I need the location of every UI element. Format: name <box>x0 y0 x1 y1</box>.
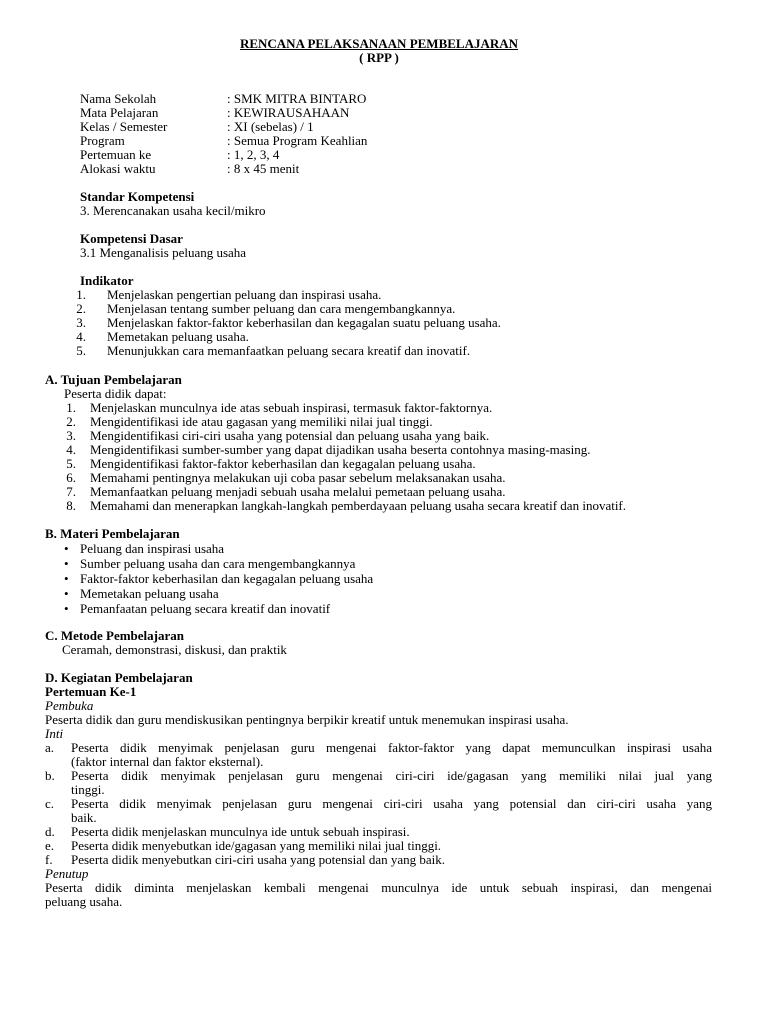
item-text: Memahami pentingnya melakukan uji coba pasar sebelum melaksanakan usaha. <box>90 470 506 485</box>
item-number: 3. <box>76 315 86 330</box>
item-text: Menjelasan tentang sumber peluang dan cara mengembangkannya. <box>107 301 456 316</box>
item-text-line1: Peserta didik menjelaskan munculnya ide untuk sebuah inspirasi. <box>71 824 410 839</box>
item-text: Memahami dan menerapkan langkah-langkah pemberdayaan peluang usaha secara kreatif dan inovatif. <box>90 498 627 513</box>
pembuka-label: Pembuka <box>45 698 94 713</box>
tujuan-intro: Peserta didik dapat: <box>64 386 167 401</box>
item-number: 1. <box>76 287 86 302</box>
info-value: : KEWIRAUSAHAAN <box>227 105 350 120</box>
bullet-icon: • <box>64 601 69 616</box>
item-number: 7. <box>66 484 76 499</box>
materi-heading: B. Materi Pembelajaran <box>45 526 180 541</box>
identity-info <box>80 92 367 176</box>
info-row <box>80 162 367 176</box>
penutup-label: Penutup <box>45 866 89 881</box>
item-text: Mengidentifikasi sumber-sumber yang dapat dijadikan usaha beserta contohnya masing-masing. <box>90 442 591 457</box>
info-row <box>80 120 367 134</box>
item-letter: b. <box>45 768 55 783</box>
item-text-line1: Peserta didik menyimak penjelasan guru mengenai faktor-faktor yang dapat memunculkan inspirasi usaha <box>71 740 712 755</box>
item-text: Peluang dan inspirasi usaha <box>80 541 225 556</box>
item-letter: a. <box>45 740 55 755</box>
item-letter: d. <box>45 824 55 839</box>
dasar-heading: Kompetensi Dasar <box>80 231 183 246</box>
penutup-text-line1: Peserta didik diminta menjelaskan kembali mengenai munculnya ide untuk sebuah inspirasi, dan mengenai <box>45 880 712 895</box>
item-text: Pemanfaatan peluang secara kreatif dan inovatif <box>80 601 331 616</box>
info-label: Mata Pelajaran <box>80 105 159 120</box>
item-text: Mengidentifikasi ciri-ciri usaha yang potensial dan peluang usaha yang baik. <box>90 428 490 443</box>
item-text: Memanfaatkan peluang menjadi sebuah usaha melalui pemetaan peluang usaha. <box>90 484 506 499</box>
standar-heading: Standar Kompetensi <box>80 189 195 204</box>
item-number: 8. <box>66 498 76 513</box>
item-letter: f. <box>45 852 53 867</box>
item-text-line2: (faktor internal dan faktor eksternal). <box>71 754 264 769</box>
item-number: 2. <box>66 414 76 429</box>
item-text: Menjelaskan pengertian peluang dan inspirasi usaha. <box>107 287 382 302</box>
item-text: Menjelaskan faktor-faktor keberhasilan dan kegagalan suatu peluang usaha. <box>107 315 501 330</box>
item-text-line1: Peserta didik menyimak penjelasan guru mengenai ciri-ciri ide/gagasan yang memiliki nilai jual yang <box>71 768 712 783</box>
item-text: Mengidentifikasi ide atau gagasan yang memiliki nilai jual tinggi. <box>90 414 433 429</box>
tujuan-heading: A. Tujuan Pembelajaran <box>45 372 182 387</box>
document-title: RENCANA PELAKSANAAN PEMBELAJARAN <box>239 36 519 51</box>
item-number: 6. <box>66 470 76 485</box>
metode-heading: C. Metode Pembelajaran <box>45 628 184 643</box>
bullet-icon: • <box>64 541 69 556</box>
item-number: 5. <box>66 456 76 471</box>
info-row <box>80 92 367 106</box>
standar-text: 3. Merencanakan usaha kecil/mikro <box>80 203 266 218</box>
item-text-line1: Peserta didik menyebutkan ciri-ciri usaha yang potensial dan yang baik. <box>71 852 445 867</box>
item-text: Sumber peluang usaha dan cara mengembangkannya <box>80 556 356 571</box>
item-number: 2. <box>76 301 86 316</box>
item-number: 5. <box>76 343 86 358</box>
kegiatan-heading: D. Kegiatan Pembelajaran <box>45 670 193 685</box>
item-letter: e. <box>45 838 55 853</box>
info-value: : 8 x 45 menit <box>227 161 300 176</box>
item-text: Faktor-faktor keberhasilan dan kegagalan peluang usaha <box>80 571 374 586</box>
info-label: Kelas / Semester <box>80 119 168 134</box>
info-row <box>80 148 367 162</box>
info-label: Alokasi waktu <box>80 161 156 176</box>
item-number: 4. <box>66 442 76 457</box>
info-label: Pertemuan ke <box>80 147 152 162</box>
inti-label: Inti <box>45 726 64 741</box>
dasar-text: 3.1 Menganalisis peluang usaha <box>80 245 247 260</box>
info-value: : Semua Program Keahlian <box>227 133 368 148</box>
metode-text: Ceramah, demonstrasi, diskusi, dan praktik <box>62 642 287 657</box>
info-value: : XI (sebelas) / 1 <box>227 119 314 134</box>
item-text: Memetakan peluang usaha. <box>107 329 249 344</box>
info-value: : 1, 2, 3, 4 <box>227 147 280 162</box>
item-letter: c. <box>45 796 55 811</box>
item-text-line1: Peserta didik menyimak penjelasan guru mengenai ciri-ciri usaha yang potensial dan ciri-ciri usaha yang <box>71 796 712 811</box>
item-number: 4. <box>76 329 86 344</box>
info-value: : SMK MITRA BINTARO <box>227 91 367 106</box>
bullet-icon: • <box>64 556 69 571</box>
item-text-line2: baik. <box>71 810 97 825</box>
item-text-line2: tinggi. <box>71 782 105 797</box>
indikator-heading: Indikator <box>80 273 134 288</box>
item-number: 1. <box>66 400 76 415</box>
item-number: 3. <box>66 428 76 443</box>
item-text: Mengidentifikasi faktor-faktor keberhasilan dan kegagalan peluang usaha. <box>90 456 476 471</box>
penutup-text-line2: peluang usaha. <box>45 894 123 909</box>
pertemuan-heading: Pertemuan Ke-1 <box>45 684 137 699</box>
pembuka-text: Peserta didik dan guru mendiskusikan pentingnya berpikir kreatif untuk menemukan inspirasi usaha. <box>45 712 569 727</box>
item-text: Menjelaskan munculnya ide atas sebuah inspirasi, termasuk faktor-faktornya. <box>90 400 493 415</box>
info-row <box>80 106 367 120</box>
document-subtitle: ( RPP ) <box>359 50 399 65</box>
bullet-icon: • <box>64 586 69 601</box>
info-row <box>80 134 367 148</box>
item-text: Menunjukkan cara memanfaatkan peluang secara kreatif dan inovatif. <box>107 343 471 358</box>
info-label: Program <box>80 133 125 148</box>
bullet-icon: • <box>64 571 69 586</box>
item-text-line1: Peserta didik menyebutkan ide/gagasan yang memiliki nilai jual tinggi. <box>71 838 442 853</box>
item-text: Memetakan peluang usaha <box>80 586 219 601</box>
info-label: Nama Sekolah <box>80 91 157 106</box>
